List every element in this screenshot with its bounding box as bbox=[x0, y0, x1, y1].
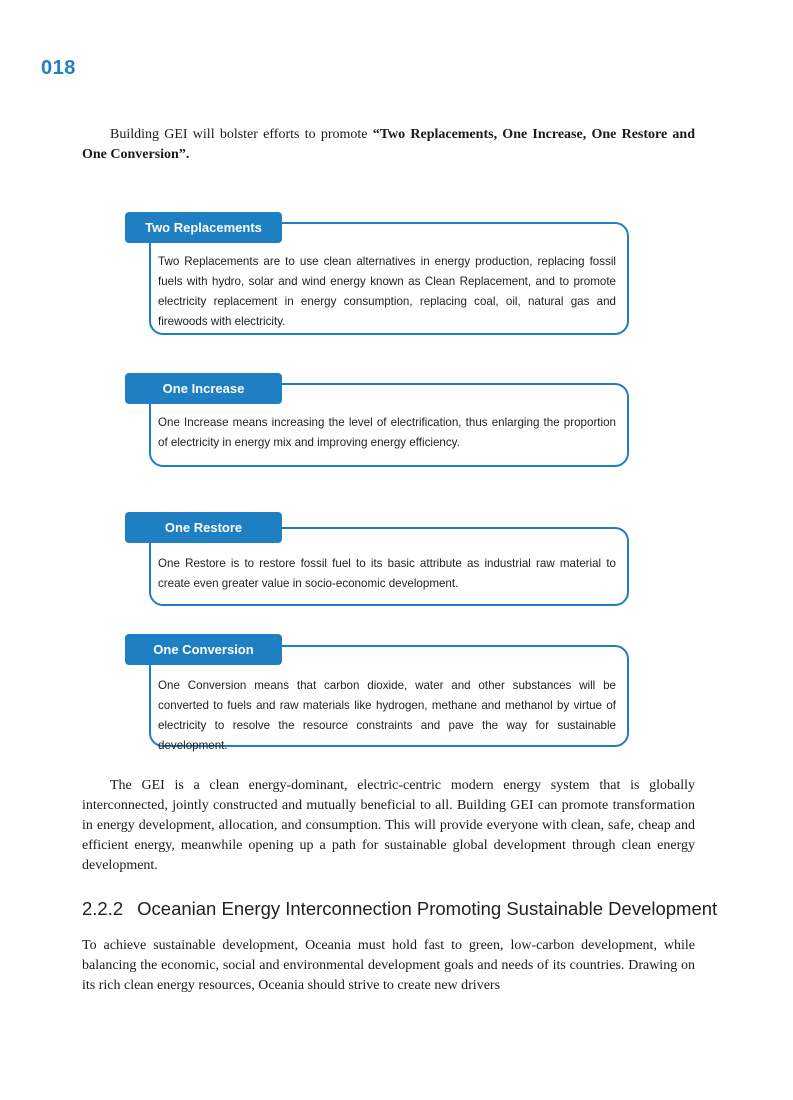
one-conversion-body: One Conversion means that carbon dioxide, water and other substances will be converted to fuels and raw materials like hydrogen, methane and methanol by virtue of electricity to resolve the resource constraints and pave the way for sustainable development. bbox=[158, 679, 616, 752]
two-replacements-title: Two Replacements bbox=[125, 212, 282, 243]
gei-paragraph: The GEI is a clean energy-dominant, electric-centric modern energy system that is globally interconnected, jointly constructed and mutually beneficial to all. Building GEI can promote transformation in energy development, allocation, and consumption. This will provide everyone with clean, safe, cheap and efficient energy, meanwhile opening up a path for sustainable global development through clean energy development. bbox=[82, 778, 695, 873]
one-conversion-title: One Conversion bbox=[125, 634, 282, 665]
one-increase-title: One Increase bbox=[125, 373, 282, 404]
oceania-paragraph: To achieve sustainable development, Oceania must hold fast to green, low-carbon development, while balancing the economic, social and environmental development goals and needs of its countries. Drawing on its rich clean energy resources, Oceania should strive to create new drivers bbox=[82, 938, 695, 993]
one-increase-body: One Increase means increasing the level of electrification, thus enlarging the proportion of electricity in energy mix and improving energy efficiency. bbox=[158, 416, 616, 449]
intro-paragraph bbox=[82, 125, 695, 165]
section-title: Oceanian Energy Interconnection Promoting Sustainable Development bbox=[137, 898, 718, 919]
section-number: 2.2.2 bbox=[82, 898, 124, 919]
two-replacements-body: Two Replacements are to use clean alternatives in energy production, replacing fossil fuels with hydro, solar and wind energy known as Clean Replacement, and to promote electricity replacement in energy consumption, replacing coal, oil, natural gas and firewoods with electricity. bbox=[158, 255, 616, 328]
intro-lead-text: Building GEI will bolster efforts to promote bbox=[110, 127, 373, 142]
one-restore-title: One Restore bbox=[125, 512, 282, 543]
page-number: 018 bbox=[41, 57, 76, 79]
intro-emphasis-text: “Two Replacements, One Increase, One Restore and One Conversion”. bbox=[82, 127, 696, 162]
section-heading bbox=[82, 898, 717, 920]
one-restore-body: One Restore is to restore fossil fuel to its basic attribute as industrial raw material to create even greater value in socio-economic development. bbox=[158, 557, 616, 590]
